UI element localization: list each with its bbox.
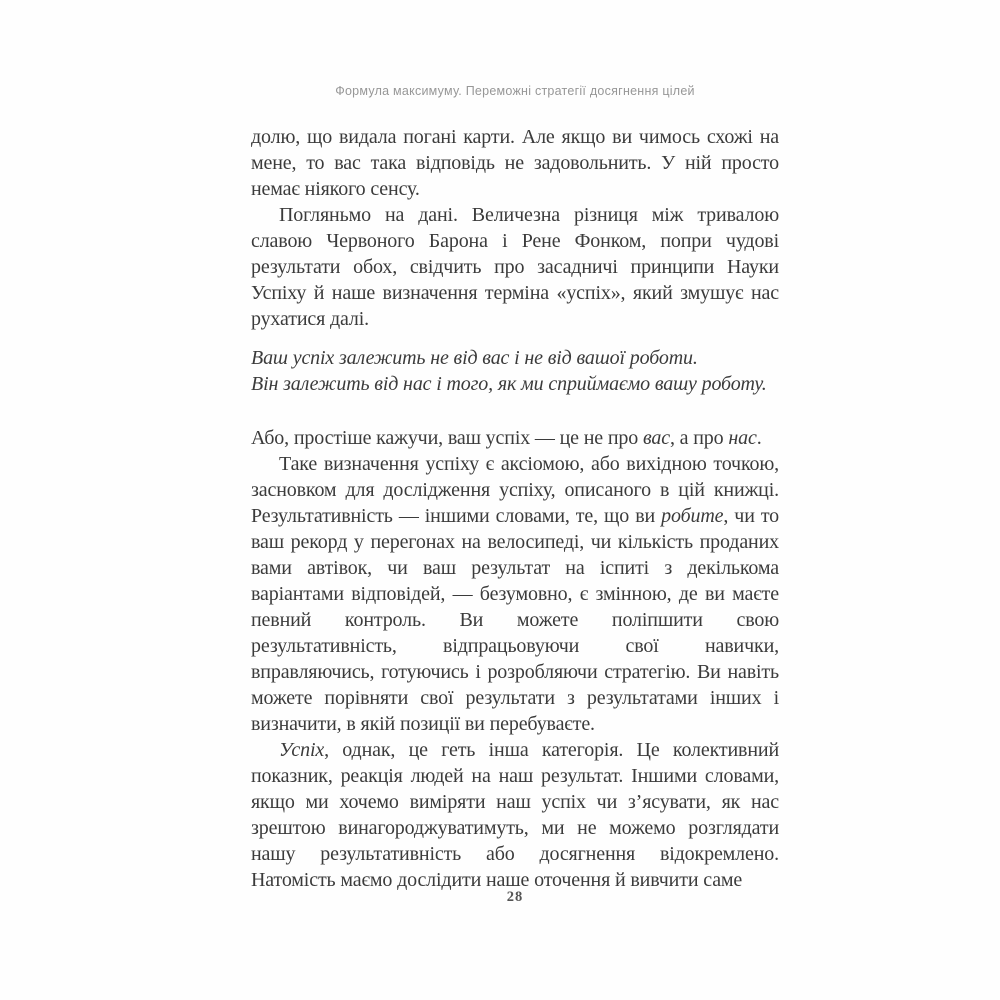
paragraph: Успіх, однак, це геть інша категорія. Це колективний показник, реакція людей на наш результат. Іншими словами, якщо ми хочемо виміряти наш успіх чи з’ясувати, як нас зрештою винагороджуватимуть, ми не можемо розглядати нашу результативність або досягнення відокремлено. Натомість маємо дослідити наше оточення й вивчити саме [251,739,779,891]
paragraph: Таке визначення успіху є аксіомою, або вихідною точкою, засновком для дослідження успіху, описаного в цій книжці. Результативність — іншими словами, те, що ви робите, чи то ваш рекорд у перегонах на велосипеді, чи кількість проданих вами автівок, чи ваш результат на іспиті з декількома варіантами відповідей, — безумовно, є змінною, де ви маєте певний контроль. Ви можете поліпшити свою результативність, відпрацьовуючи свої навички, вправляючись, готуючись і розробляючи стратегію. Ви навіть можете порівняти свої результати з результатами інших і визначити, в якій позиції ви перебуваєте. [251,453,779,735]
paragraph-continuation: долю, що видала погані карти. Але якщо ви чимось схожі на мене, то вас така відповідь не задовольнить. У ній просто немає ніякого сенсу. [251,126,779,200]
text-block [251,124,779,893]
page-number: 28 [506,889,524,905]
running-header: Формула максимуму. Переможні стратегії досягнення цілей [335,84,695,98]
paragraph: Або, простіше кажучи, ваш успіх — це не про вас, а про нас. [251,427,762,449]
quote-line: Ваш успіх залежить не від вас і не від вашої роботи. [251,347,698,369]
paragraph: Погляньмо на дані. Величезна різниця між тривалою славою Червоного Барона і Рене Фонком, попри чудові результати обох, свідчить про засадничі принципи Науки Успіху й наше визначення терміна «успіх», який змушує нас рухатися далі. [251,204,779,330]
quote-line: Він залежить від нас і того, як ми сприймаємо вашу роботу. [251,373,767,395]
